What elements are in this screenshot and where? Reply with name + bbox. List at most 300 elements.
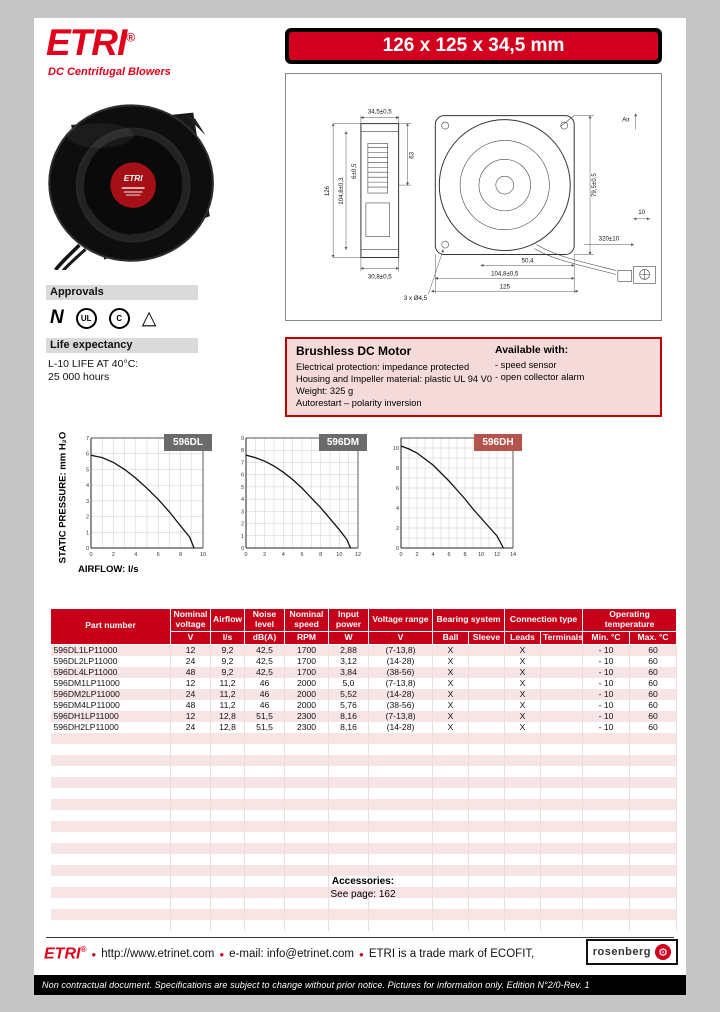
table-subheader: Ball [433,631,469,644]
table-cell [433,733,469,744]
table-cell [433,920,469,931]
table-cell: (7-13,8) [369,678,433,689]
table-cell [583,832,630,843]
svg-text:3: 3 [85,498,89,505]
accessories-note [50,875,676,901]
table-row [51,700,677,711]
svg-text:10: 10 [392,446,399,452]
table-subheader: Min. °C [583,631,630,644]
table-cell [541,810,583,821]
table-cell [211,733,245,744]
table-cell [469,744,505,755]
table-cell: 12,8 [211,711,245,722]
motor-title: Brushless DC Motor [296,344,412,358]
table-row [51,689,677,700]
table-cell [369,909,433,920]
table-header-airflow: Airflow [211,609,245,632]
table-cell: 24 [171,689,211,700]
table-cell [171,843,211,854]
table-cell [469,711,505,722]
table-cell [369,843,433,854]
table-cell [369,788,433,799]
rosenberg-logo [586,939,678,965]
table-cell [211,821,245,832]
registered-mark-icon: ® [80,944,87,954]
table-cell: X [505,667,541,678]
table-cell [51,777,171,788]
table-cell [469,755,505,766]
approvals-logos [50,305,156,331]
table-cell: 60 [630,656,677,667]
table-cell [245,766,285,777]
table-cell [505,832,541,843]
motor-spec-line: Weight: 325 g [296,386,354,396]
table-cell [369,777,433,788]
table-cell: - 10 [583,700,630,711]
table-cell: 5,0 [329,678,369,689]
table-cell [51,744,171,755]
table-cell: (7-13,8) [369,644,433,656]
svg-text:4: 4 [240,497,244,504]
table-cell [505,854,541,865]
table-cell [469,788,505,799]
table-row [51,865,677,876]
footer [44,940,590,968]
photo-label: ETRI [123,173,143,183]
table-cell: 46 [245,700,285,711]
svg-text:8: 8 [395,466,399,472]
available-title: Available with: [495,344,569,356]
table-cell [245,799,285,810]
table-cell [369,810,433,821]
table-cell: X [505,678,541,689]
table-cell [171,733,211,744]
table-cell [469,832,505,843]
table-cell: 51,5 [245,722,285,733]
gear-icon: ⚙ [655,944,671,960]
table-cell [505,755,541,766]
life-expectancy-header: Life expectancy [46,338,198,353]
table-cell [469,854,505,865]
table-cell [433,799,469,810]
table-cell [245,755,285,766]
svg-text:4: 4 [134,552,138,558]
disclaimer-text: Non contractual document. Specifications are subject to change without prior notice. Pictures for information only. Edition N°2/0-Rev. 1 [42,980,590,990]
dimension-label: 6±0,5 [350,163,358,179]
dimension-label: 10 [638,208,646,216]
table-cell [433,909,469,920]
table-cell: 46 [245,689,285,700]
approvals-header: Approvals [46,285,198,300]
table-cell [171,909,211,920]
table-cell [245,777,285,788]
table-row [51,843,677,854]
table-cell [541,865,583,876]
table-cell: (14-28) [369,689,433,700]
table-cell [541,920,583,931]
table-cell [630,909,677,920]
table-cell [171,755,211,766]
table-cell: 48 [171,667,211,678]
table-subheader: RPM [285,631,329,644]
table-cell [211,854,245,865]
table-cell: X [433,722,469,733]
table-cell [329,810,369,821]
table-cell [541,832,583,843]
table-header-input-power: Input power [329,609,369,632]
table-subheader: Leads [505,631,541,644]
svg-text:0: 0 [89,552,93,558]
table-cell [433,788,469,799]
table-cell [211,766,245,777]
table-cell: (38-56) [369,700,433,711]
svg-text:0: 0 [240,546,244,552]
dimension-label: 79,5±0,5 [591,173,599,198]
table-cell: 60 [630,689,677,700]
svg-text:2: 2 [415,552,419,558]
table-cell [245,920,285,931]
table-cell [285,821,329,832]
table-cell [541,711,583,722]
table-cell [171,788,211,799]
table-header-nominal-voltage: Nominal voltage [171,609,211,632]
table-cell [285,854,329,865]
svg-text:0: 0 [85,546,89,552]
table-cell [469,920,505,931]
table-cell [541,854,583,865]
table-cell [211,832,245,843]
table-cell: 60 [630,700,677,711]
table-cell [51,733,171,744]
table-cell [583,733,630,744]
table-header-part-number: Part number [51,609,171,645]
table-cell [505,810,541,821]
table-subheader: Sleeve [469,631,505,644]
table-cell [171,854,211,865]
bullet-icon: ● [91,949,97,959]
table-cell [541,678,583,689]
table-cell: 2000 [285,678,329,689]
email-link[interactable]: e-mail: info@etrinet.com [229,948,354,960]
table-cell [285,766,329,777]
table-cell [541,700,583,711]
table-cell [469,909,505,920]
table-cell [51,832,171,843]
table-cell [285,843,329,854]
table-cell: 8,16 [329,711,369,722]
table-cell [171,821,211,832]
table-cell [433,744,469,755]
table-header-noise-level: Noise level [245,609,285,632]
table-cell [583,810,630,821]
table-cell: X [433,656,469,667]
table-cell [211,788,245,799]
svg-text:2: 2 [263,552,267,558]
table-cell [329,920,369,931]
table-cell [329,777,369,788]
table-cell [211,799,245,810]
table-cell [285,810,329,821]
table-cell [469,644,505,656]
table-cell [369,865,433,876]
table-cell: 42,5 [245,656,285,667]
table-row [51,777,677,788]
table-cell: 60 [630,722,677,733]
table-cell: 12,8 [211,722,245,733]
table-cell [211,755,245,766]
website-link[interactable]: http://www.etrinet.com [101,948,215,960]
table-cell [630,821,677,832]
table-header-connection-type: Connection type [505,609,583,632]
table-row [51,799,677,810]
table-cell: 12 [171,711,211,722]
table-cell [369,920,433,931]
table-cell [505,920,541,931]
table-cell [433,821,469,832]
table-row [51,733,677,744]
table-cell [51,843,171,854]
chart-svg-2 [233,432,361,560]
table-cell [433,843,469,854]
table-cell [469,799,505,810]
table-cell [369,821,433,832]
table-cell: 5,52 [329,689,369,700]
svg-text:7: 7 [240,460,244,467]
product-photo-image [40,94,216,270]
table-cell [630,755,677,766]
table-row [51,909,677,920]
table-cell [245,788,285,799]
table-cell [171,799,211,810]
table-cell [245,909,285,920]
table-cell [245,854,285,865]
table-subheader: V [369,631,433,644]
table-cell: 596DH2LP11000 [51,722,171,733]
table-cell [329,755,369,766]
brand-tagline: DC Centrifugal Blowers [48,66,171,78]
svg-text:6: 6 [447,552,451,558]
svg-text:2: 2 [85,514,89,521]
table-row [51,744,677,755]
table-cell [285,920,329,931]
svg-text:5: 5 [240,484,244,491]
dimension-label: 104,8±0,3 [338,177,346,205]
motor-spec-line: Autorestart – polarity inversion [296,398,422,408]
table-cell [505,821,541,832]
table-cell: X [505,700,541,711]
table-cell [505,843,541,854]
table-cell [583,744,630,755]
table-cell [541,821,583,832]
table-cell [329,788,369,799]
table-cell [541,766,583,777]
table-cell: 5,76 [329,700,369,711]
svg-text:0: 0 [399,552,403,558]
table-cell: 60 [630,711,677,722]
table-row [51,832,677,843]
page-title: 126 x 125 x 34,5 mm [382,35,565,56]
table-cell: 1700 [285,667,329,678]
life-expectancy-line-1: L-10 LIFE AT 40°C: [48,358,139,370]
table-cell [541,843,583,854]
disclaimer-bar [34,975,686,995]
table-cell [583,755,630,766]
dimension-label: 3 x Ø4,5 [403,295,428,303]
table-cell [285,777,329,788]
table-cell [285,909,329,920]
table-cell [583,843,630,854]
table-cell [541,777,583,788]
chart-svg-1 [78,432,206,560]
table-cell: X [505,656,541,667]
table-cell: 8,16 [329,722,369,733]
table-cell [211,843,245,854]
table-cell [630,865,677,876]
table-cell [541,667,583,678]
table-cell [433,777,469,788]
table-cell [583,854,630,865]
table-cell [369,766,433,777]
table-row [51,755,677,766]
trademark-note: ETRI is a trade mark of ECOFIT, [368,948,535,960]
svg-text:12: 12 [493,552,501,558]
svg-text:10: 10 [199,552,206,558]
table-cell [171,777,211,788]
table-cell [171,766,211,777]
dimension-label: Air [622,116,630,124]
title-banner [285,28,662,64]
dimension-label: 104,8±0,5 [491,270,519,278]
table-row [51,920,677,931]
table-cell [433,865,469,876]
svg-text:0: 0 [244,552,248,558]
table-cell [505,777,541,788]
table-cell [469,700,505,711]
dimension-label: 34,5±0,5 [367,108,392,116]
table-cell [630,854,677,865]
svg-text:9: 9 [240,436,244,442]
table-cell [51,799,171,810]
footer-brand: ETRI® [44,944,87,963]
svg-text:4: 4 [431,552,435,558]
table-cell: - 10 [583,722,630,733]
dimension-label: 30,8±0,5 [367,273,392,281]
table-cell [583,788,630,799]
life-expectancy-line-2: 25 000 hours [48,371,110,383]
table-cell [245,821,285,832]
table-cell: X [433,678,469,689]
table-cell: 2000 [285,700,329,711]
table-row [51,722,677,733]
table-cell [329,799,369,810]
dimension-label: 125 [499,283,510,291]
table-cell: - 10 [583,656,630,667]
table-cell [583,766,630,777]
table-cell [285,865,329,876]
table-cell: 596DH1LP11000 [51,711,171,722]
table-cell [171,810,211,821]
svg-text:6: 6 [240,472,244,479]
table-cell [433,755,469,766]
chart-596DH [388,432,516,560]
table-cell [469,766,505,777]
table-cell: 3,12 [329,656,369,667]
table-row [51,644,677,656]
table-cell [51,920,171,931]
table-cell: 42,5 [245,667,285,678]
table-cell [505,909,541,920]
table-cell: 596DM1LP11000 [51,678,171,689]
chart-badge-2: 596DM [319,434,367,451]
table-cell [469,689,505,700]
table-cell: X [433,644,469,656]
table-cell [51,865,171,876]
table-cell: 11,2 [211,689,245,700]
table-cell: X [505,722,541,733]
table-cell [541,733,583,744]
available-with-block [495,344,584,383]
table-subheader: W [329,631,369,644]
table-cell [630,733,677,744]
table-cell [329,744,369,755]
table-cell [285,733,329,744]
table-header-voltage-range: Voltage range [369,609,433,632]
table-cell [211,777,245,788]
table-subheader: l/s [211,631,245,644]
table-cell: 9,2 [211,656,245,667]
table-cell [433,810,469,821]
table-cell [285,755,329,766]
svg-text:8: 8 [319,552,323,558]
table-cell [583,821,630,832]
table-cell: (14-28) [369,722,433,733]
table-cell [541,689,583,700]
n-mark-icon: N [50,307,64,328]
svg-text:4: 4 [395,506,399,512]
table-cell [369,733,433,744]
table-row [51,656,677,667]
table-cell [630,920,677,931]
table-cell [211,744,245,755]
table-row [51,667,677,678]
table-cell [505,744,541,755]
table-cell: 24 [171,722,211,733]
table-cell: 12 [171,644,211,656]
brand-text: ETRI [46,22,127,63]
table-cell: 9,2 [211,667,245,678]
dimension-label: 50,4 [521,257,534,265]
svg-text:10: 10 [477,552,485,558]
table-cell: 48 [171,700,211,711]
technical-drawing-image [286,74,661,320]
svg-text:5: 5 [85,467,89,474]
table-cell: - 10 [583,644,630,656]
table-cell [505,733,541,744]
technical-drawing [285,73,662,321]
table-cell [469,678,505,689]
table-cell [51,766,171,777]
table-cell [329,821,369,832]
table-cell [369,832,433,843]
table-header-bearing-system: Bearing system [433,609,505,632]
table-cell [469,810,505,821]
brand-logo [46,22,134,64]
table-cell [51,909,171,920]
table-cell [541,909,583,920]
table-cell [630,788,677,799]
svg-text:8: 8 [240,448,244,455]
table-cell: - 10 [583,678,630,689]
